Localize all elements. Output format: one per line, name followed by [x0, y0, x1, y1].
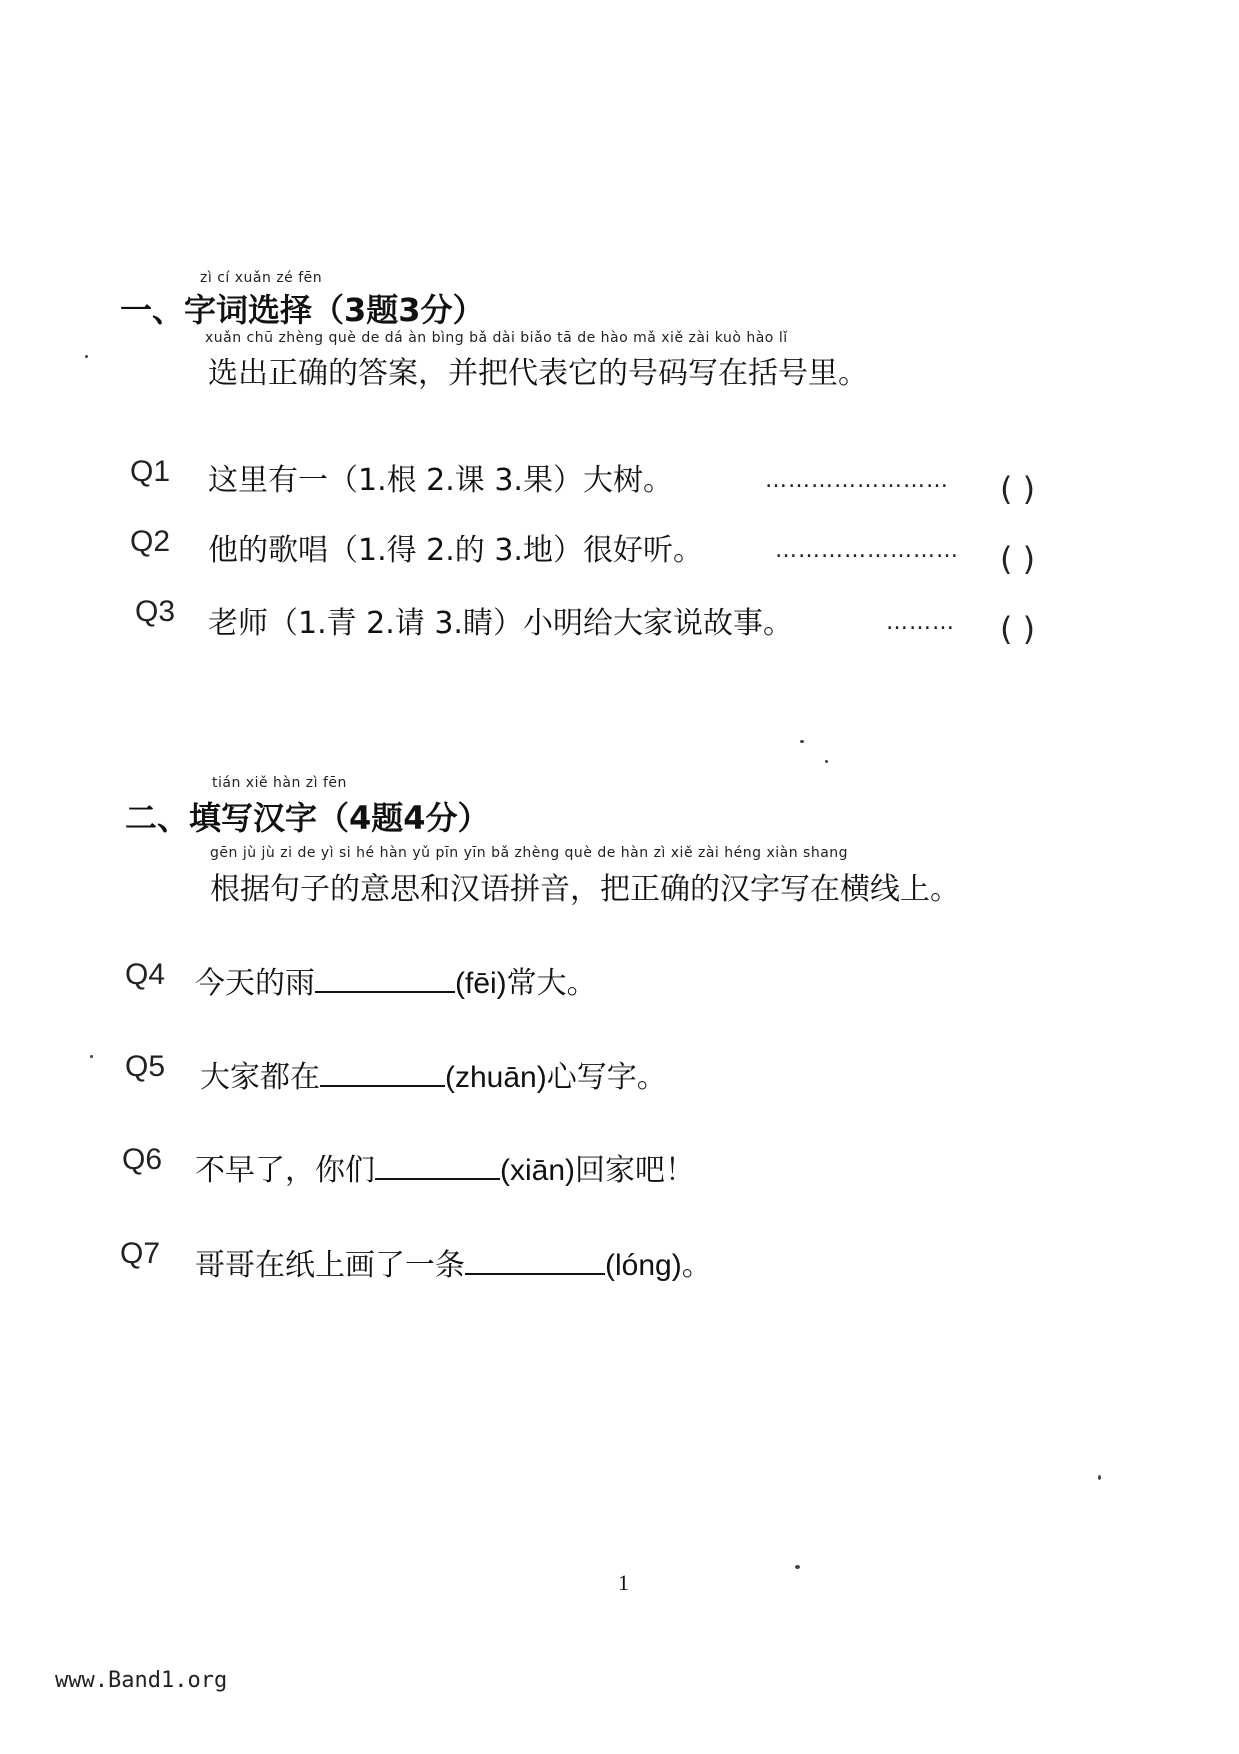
leader-dots: ……………………: [775, 538, 959, 563]
section1-instruction: 选出正确的答案，并把代表它的号码写在括号里。: [208, 356, 868, 391]
scan-speck: [800, 740, 804, 743]
question-text: 他的歌唱（1.得 2.的 3.地）很好听。: [208, 533, 703, 568]
question-number: Q1: [130, 455, 171, 488]
fill-in-question: [195, 958, 597, 1002]
question-text-after: 。: [681, 1248, 712, 1283]
pinyin-hint: (xiān): [500, 1154, 576, 1187]
section2-instruction: 根据句子的意思和汉语拼音，把正确的汉字写在横线上。: [210, 872, 960, 907]
leader-dots: ……………………: [765, 468, 949, 493]
section2-title: 二、填写汉字（4题4分）: [125, 799, 490, 837]
question-text-before: 哥哥在纸上画了一条: [195, 1248, 465, 1283]
question-text-after: 心写字。: [546, 1060, 667, 1095]
answer-parentheses[interactable]: ( ): [1000, 540, 1036, 578]
fill-in-question: [200, 1052, 667, 1096]
answer-blank[interactable]: [375, 1152, 500, 1180]
answer-blank[interactable]: [465, 1247, 605, 1275]
scan-speck: [1098, 1475, 1101, 1480]
question-number: Q4: [125, 958, 166, 991]
question-number: Q3: [135, 595, 176, 628]
section1-title: 一、字词选择（3题3分）: [120, 291, 485, 329]
answer-blank[interactable]: [320, 1059, 445, 1087]
section2-title-pinyin: tián xiě hàn zì fēn: [212, 775, 347, 791]
question-text: 这里有一（1.根 2.课 3.果）大树。: [208, 463, 673, 498]
question-text-before: 大家都在: [200, 1060, 320, 1095]
pinyin-hint: (fēi): [455, 967, 507, 1000]
question-text-before: 今天的雨: [195, 966, 315, 1001]
question-number: Q6: [122, 1143, 163, 1176]
answer-parentheses[interactable]: ( ): [1000, 610, 1036, 648]
scan-speck: [90, 1055, 93, 1058]
question-text-after: 回家吧！: [575, 1153, 696, 1188]
pinyin-hint: (lóng): [605, 1249, 682, 1282]
pinyin-hint: (zhuān): [445, 1061, 547, 1094]
section2-instruction-pinyin: gēn jù jù zi de yì si hé hàn yǔ pīn yīn bǎ zhèng què de hàn zì xiě zài héng xiàn shang: [210, 845, 849, 861]
fill-in-question: [195, 1240, 712, 1284]
fill-in-question: [195, 1145, 695, 1189]
question-text-after: 常大。: [506, 966, 597, 1001]
section1-title-pinyin: zì cí xuǎn zé fēn: [200, 270, 323, 286]
section1-instruction-pinyin: xuǎn chū zhèng què de dá àn bìng bǎ dài biǎo tā de hào mǎ xiě zài kuò hào lǐ: [205, 330, 788, 346]
question-text-before: 不早了，你们: [195, 1153, 375, 1188]
answer-parentheses[interactable]: ( ): [1000, 470, 1036, 508]
scan-speck: [825, 760, 828, 763]
scan-speck: [795, 1565, 800, 1569]
page-number: 1: [618, 1570, 629, 1595]
footer-url: www.Band1.org: [55, 1668, 228, 1693]
scan-speck: [85, 355, 88, 358]
question-text: 老师（1.青 2.请 3.睛）小明给大家说故事。: [208, 606, 793, 641]
question-number: Q5: [125, 1050, 166, 1083]
question-number: Q2: [130, 525, 171, 558]
leader-dots: ………: [886, 610, 955, 635]
question-number: Q7: [120, 1237, 161, 1270]
answer-blank[interactable]: [315, 965, 455, 993]
